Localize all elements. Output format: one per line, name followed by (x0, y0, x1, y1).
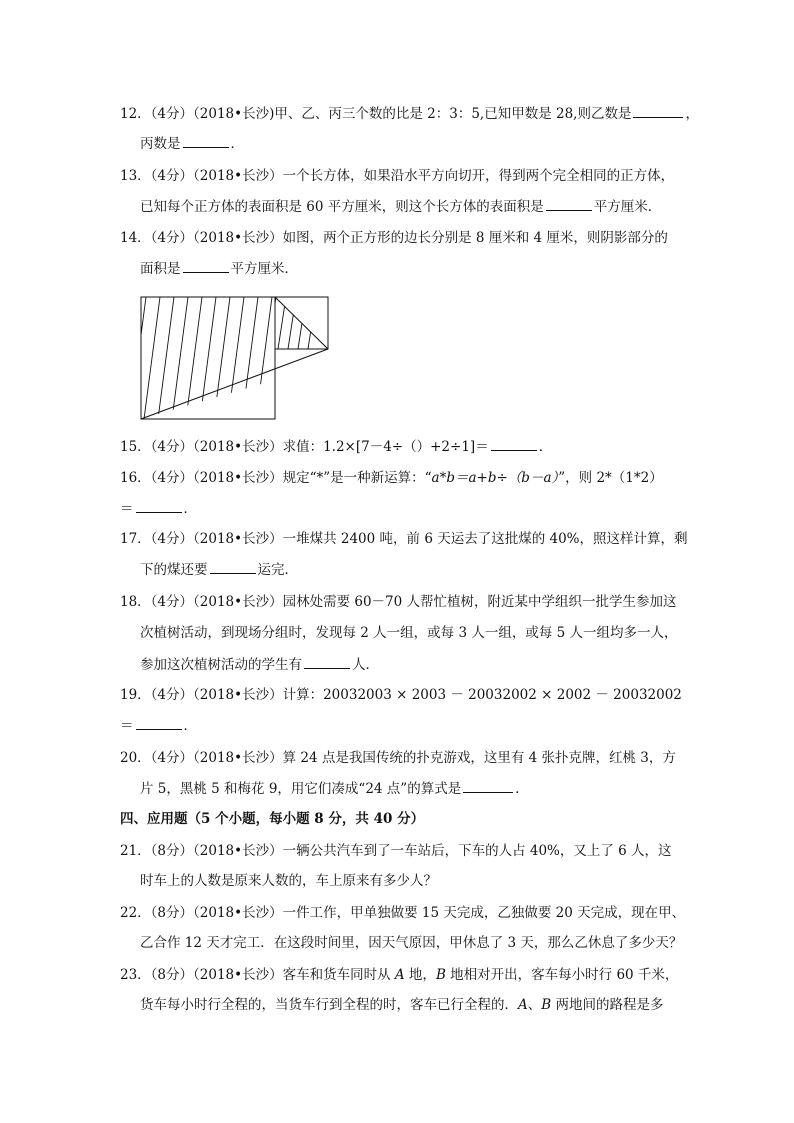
q23-line2: 货车每小时行全程的，当货车行到全程的时，客车已行全程的．A、B 两地间的路程是多 (140, 997, 664, 1013)
q19-line2: ＝ ． (120, 718, 197, 734)
q16-line1: 16．（4分）（2018•长沙）规定“*”是一种新运算：“a*b＝a+b÷（b－a）”，则 2*（1*2） (120, 470, 663, 486)
q13-line2: 已知每个正方体的表面积是 60 平方厘米，则这个长方体的表面积是 平方厘米． (140, 199, 662, 215)
q15-line1: 15．（4分）（2018•长沙）求值：1.2×[7－4÷（）+2÷1]＝ ． (120, 439, 553, 455)
section-heading-application-problems: 四、应用题（5 个小题，每小题 8 分，共 40 分） (120, 811, 425, 827)
q20-line2: 片 5，黑桃 5 和梅花 9，用它们凑成“24 点”的算式是 ． (140, 781, 529, 797)
q12-line1: 12．（4分）（2018•长沙)甲、乙、丙三个数的比是 2：3：5,已知甲数是 28,则乙数是 ， (120, 106, 699, 122)
two-squares-shaded-figure (138, 294, 334, 422)
answer-blank[interactable] (304, 655, 350, 669)
diagonal-line (141, 349, 328, 419)
answer-blank[interactable] (210, 560, 256, 574)
answer-blank[interactable] (491, 437, 537, 451)
q22-line2: 乙合作 12 天才完工．在这段时间里，因天气原因，甲休息了 3 天，那么乙休息了多少天？ (140, 935, 683, 951)
q19-line1: 19．（4分）（2018•长沙）计算：20032003 × 2003 － 20032002 × 2002 － 20032002 (120, 687, 682, 703)
q23-line1: 23．（8分）（2018•长沙）客车和货车同时从 A 地，B 地相对开出，客车每小时行 60 千米， (120, 967, 679, 983)
q18-line3: 参加这次植树活动的学生有 人． (140, 657, 379, 673)
answer-blank[interactable] (633, 104, 683, 118)
answer-blank[interactable] (183, 134, 229, 148)
q21-line2: 时车上的人数是原来人数的，车上原来有多少人？ (140, 873, 437, 889)
answer-blank[interactable] (183, 259, 229, 273)
q17-line1: 17．（4分）（2018•长沙）一堆煤共 2400 吨，前 6 天运去了这批煤的 40%，照这样计算，剩 (120, 531, 688, 547)
q16-line2: ＝ ． (120, 501, 197, 517)
q22-line1: 22．（8分）（2018•长沙）一件工作，甲单独做要 15 天完成，乙独做要 20 天完成，现在甲、 (120, 905, 686, 921)
shaded-region-large (138, 297, 286, 419)
q13-line1: 13．（4分）（2018•长沙）一个长方体，如果沿水平方向切开，得到两个完全相同的正方体， (120, 168, 675, 184)
q20-line1: 20．（4分）（2018•长沙）算 24 点是我国传统的扑克游戏，这里有 4 张扑克牌，红桃 3，方 (120, 750, 676, 766)
q18-line2: 次植树活动，到现场分组时，发现每 2 人一组，或每 3 人一组，或每 5 人一组均多一人， (140, 625, 678, 641)
q14-line1: 14．（4分）（2018•长沙）如图，两个正方形的边长分别是 8 厘米和 4 厘米，则阴影部分的 (120, 230, 668, 246)
answer-blank[interactable] (546, 197, 592, 211)
answer-blank[interactable] (136, 499, 182, 513)
q21-line1: 21．（8分）（2018•长沙）一辆公共汽车到了一车站后，下车的人占 40%，又上了 6 人，这 (120, 843, 672, 859)
q14-line2: 面积是 平方厘米． (140, 261, 298, 277)
small-square-diagonal (275, 297, 328, 349)
q18-line1: 18．（4分）（2018•长沙）园林处需要 60－70 人帮忙植树，附近某中学组织一批学生参加这 (120, 594, 677, 610)
q17-line2: 下的煤还要 运完． (140, 562, 298, 578)
answer-blank[interactable] (136, 716, 182, 730)
answer-blank[interactable] (463, 779, 513, 793)
q12-line2: 丙数是 ． (140, 136, 244, 152)
